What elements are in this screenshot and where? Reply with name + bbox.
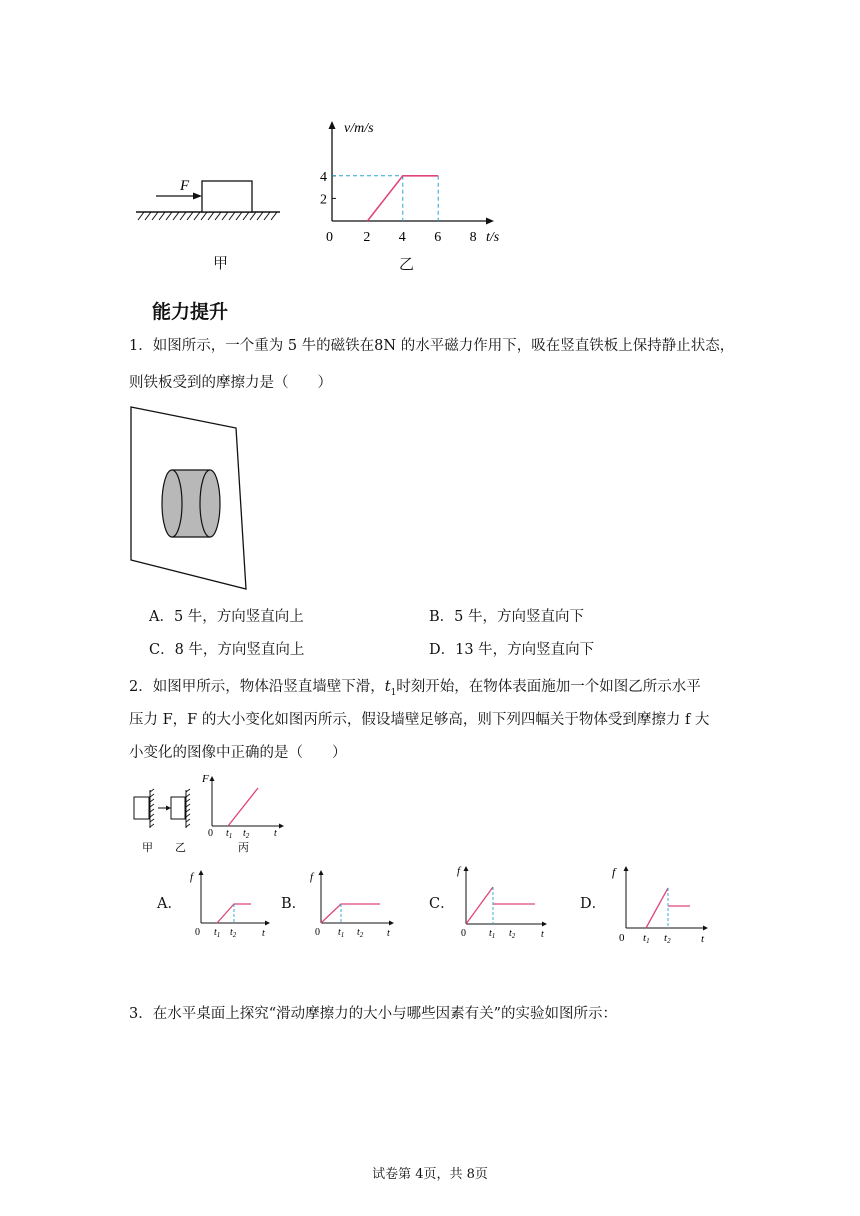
- t-axis-label: t: [387, 928, 390, 939]
- q1-text-line2: 则铁板受到的摩擦力是（ ）: [129, 375, 332, 391]
- t-axis-label: t: [274, 828, 277, 839]
- f-axis-label: f: [310, 871, 314, 883]
- y-axis: [329, 121, 336, 221]
- q3-text-line1: 3．在水平桌面上探究“滑动摩擦力的大小与哪些因素有关”的实验如图所示：: [129, 1006, 618, 1022]
- q1-option-d[interactable]: D．13 牛，方向竖直向下: [429, 642, 595, 658]
- t1-label: $t_1$: [214, 927, 221, 939]
- q2-option-b-graph[interactable]: [306, 866, 398, 940]
- q2-text-line3: 小变化的图像中正确的是（ ）: [129, 745, 347, 761]
- t2-label: $t_2$: [230, 927, 237, 939]
- q2-text-line1: 2．如图甲所示，物体沿竖直墙壁下滑，$t_1$时刻开始，在物体表面施加一个如图乙所示水平: [129, 679, 701, 698]
- q2-option-a-graph[interactable]: [186, 866, 274, 940]
- block: [202, 181, 252, 212]
- page-footer: 试卷第 4页，共 8页: [372, 1167, 488, 1182]
- t2-label: t2: [664, 932, 671, 945]
- t1-label: $t_1$: [489, 928, 496, 940]
- x-axis-label: t/s: [486, 230, 500, 245]
- F-axis-label: F: [202, 773, 209, 785]
- q2-caption-bing: 丙: [238, 842, 249, 854]
- f-axis-label: f: [190, 871, 194, 883]
- t2-label: $t_2$: [243, 828, 250, 840]
- friction-series-rise: [466, 887, 493, 924]
- q2-figure: [128, 770, 298, 855]
- section-title: 能力提升: [152, 301, 229, 323]
- hatched-ground: [136, 212, 280, 220]
- q1-option-a[interactable]: A．5 牛，方向竖直向上: [149, 609, 304, 625]
- t1-label: $t_1$: [226, 828, 233, 840]
- q1-option-c[interactable]: C．8 牛，方向竖直向上: [149, 642, 305, 658]
- origin-label: 0: [326, 230, 333, 245]
- q2-figure-bing-graph: [201, 773, 284, 840]
- x-axis: [332, 218, 494, 225]
- q1-figure-magnet-on-iron-plate: [125, 403, 255, 593]
- x-tick-label-6: 6: [434, 230, 442, 245]
- q2-caption-yi: 乙: [175, 842, 186, 854]
- t-axis-label: t: [701, 933, 705, 945]
- q1-text-line1: 1．如图所示，一个重为 5 牛的磁铁在8N 的水平磁力作用下，吸在竖直铁板上保持静止状态，: [129, 338, 735, 354]
- F-series-line: [228, 788, 258, 826]
- q2-option-b-label[interactable]: B．: [281, 896, 307, 912]
- figure-jia: [130, 170, 290, 270]
- y-tick-label-2: 2: [320, 192, 327, 208]
- f-axis-label: f: [457, 865, 461, 877]
- q2-option-c-graph[interactable]: [453, 858, 553, 942]
- y-axis-label: v/m/s: [344, 121, 374, 136]
- t2-label: $t_2$: [357, 927, 364, 939]
- figure-yi-vt-graph: [320, 115, 515, 250]
- x-tick-label-8: 8: [469, 230, 477, 245]
- q2-caption-jia: 甲: [142, 842, 153, 854]
- y-tick-label-4: 4: [320, 169, 327, 185]
- q2-figure-jia: [134, 789, 154, 828]
- x-tick-label-4: 4: [398, 230, 406, 245]
- friction-series-rise: [646, 888, 668, 928]
- origin-label: 0: [195, 927, 200, 938]
- q2-text-line2: 压力 F，F 的大小变化如图丙所示，假设墙壁足够高，则下列四幅关于物体受到摩擦力 f 大: [129, 712, 710, 728]
- t-axis-label: t: [541, 929, 544, 940]
- origin-label: 0: [461, 928, 466, 939]
- force-label: F: [180, 178, 190, 194]
- t2-label: $t_2$: [509, 928, 516, 940]
- force-arrow: [156, 193, 202, 200]
- t1-label: t1: [643, 932, 650, 945]
- figure-yi-caption: 乙: [399, 255, 415, 273]
- t-axis-label: t: [262, 928, 265, 939]
- f-axis-label: f: [612, 865, 616, 879]
- q2-figure-yi: [158, 789, 190, 828]
- q1-option-b[interactable]: B．5 牛，方向竖直向下: [429, 609, 584, 625]
- friction-series-line: [321, 904, 380, 923]
- q2-option-d-graph[interactable]: [606, 858, 716, 946]
- origin-label: 0: [208, 828, 213, 839]
- origin-label: 0: [619, 932, 625, 944]
- magnet: [162, 470, 220, 537]
- q2-option-d-label[interactable]: D．: [580, 896, 607, 912]
- x-tick-label-2: 2: [363, 230, 371, 245]
- t1-label: $t_1$: [338, 927, 345, 939]
- figure-jia-caption: 甲: [213, 254, 229, 272]
- q2-option-c-label[interactable]: C．: [429, 896, 455, 912]
- origin-label: 0: [315, 927, 320, 938]
- q2-option-a-label[interactable]: A．: [157, 896, 182, 912]
